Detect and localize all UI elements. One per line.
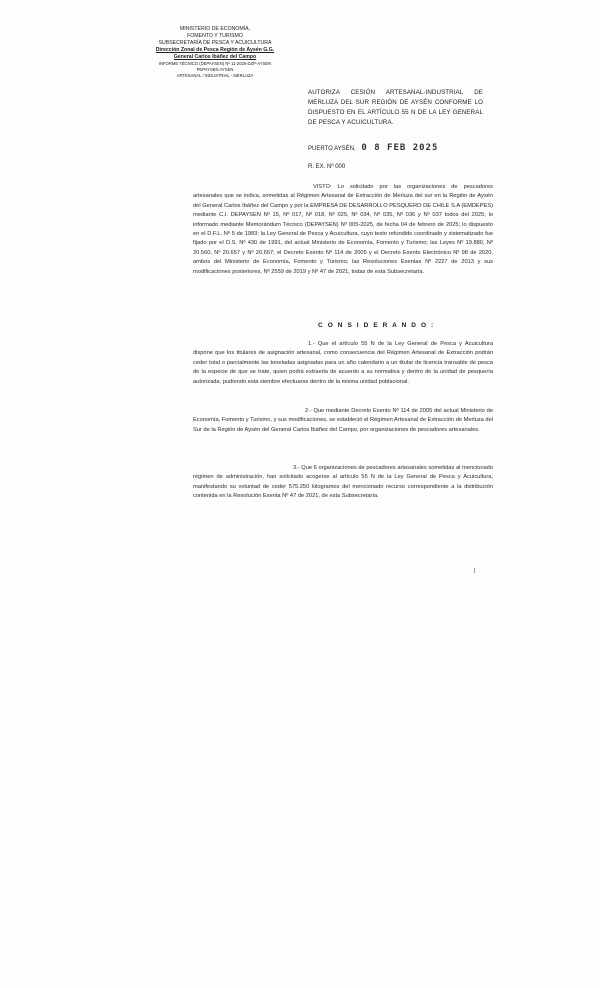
considerando-paragraph-2: 2.- Que mediante Decreto Exento Nº 114 de 2005 del actual Ministerio de Economía, Fomento y Turismo, y sus modificaciones, se estableció el Régimen Artesanal de Extracción de Merluza del Sur de la Región de Aysén del General Carlos Ibáñez del Campo, por organizaciones de pescadores artesanales. [193,408,493,433]
resolution-title: AUTORIZA CESIÓN ARTESANAL-INDUSTRIAL DE MERLUZA DEL SUR REGIÓN DE AYSÉN CONFORME LO DISPUESTO EN EL ARTÍCULO 55 N DE LA LEY GENERAL DE PESCA Y ACUICULTURA. [308,89,483,126]
letterhead-subsecretary: SUBSECRETARÍA DE PESCA Y ACUICULTURA [158,40,272,46]
letterhead-direction: Dirección Zonal de Pesca Región de Aysén G.G. [155,47,275,53]
margin-mark [474,568,478,573]
letterhead [135,26,295,79]
considerando-heading: C O N S I D E R A N D O : [318,322,435,329]
considerando-paragraph-3: 3.- Que 6 organizaciones de pescadores artesanales sometidas al mencionado régimen de administración, han solicitado acogerse al artículo 55 N de la Ley General de Pesca y Acuicultura, manifestando su voluntad de ceder 575.250 kilogramos del mencionado recurso correspondiente a la distribución contenida en la Resolución Exenta Nº 47 de 2021, de esta Subsecretaría. [193,465,493,500]
letterhead-report: INFORME TÉCNICO (DEPAYSEN) Nº 11-2025-DZP-AYSEN [158,61,272,66]
date-label: PUERTO AYSÉN, [308,146,356,152]
visto-paragraph: VISTO: Lo solicitado por las organizaciones de pescadores artesanales que se indica, sometidas al Régimen Artesanal de Extracción de Merluza del sur en la Región de Aysén del General Carlos Ibáñez del Campo y por la EMPRESA DE DESARROLLO PESQUERO DE CHILE S.A (EMDEPES) mediante C.I. DEPAYSEN Nº 15, Nº 017, Nº 018, Nº 025, Nº 034, Nº 035, Nº 036 y Nº 037 todos del 2025; lo informado mediante Memorándum Técnico (DEPAYSEN) Nº 005-2025, de fecha 04 de febrero de 2025; lo dispuesto en el D.F.L. Nº 5 de 1983; la Ley General de Pesca y Acuicultura, cuyo texto refundido coordinado y sistematizado fue fijado por el D.S. Nº 430 de 1991, del actual Ministerio de Economía, Fomento y Turismo; las Leyes Nº 19.880, Nº 20.560, Nº 20.657 y Nº 20.657; el Decreto Exento Nº 114 de 2005 y el Decreto Exento Electrónico Nº 98 de 2020, ambos del Ministerio de Economía, Fomento y Turismo; las Resoluciones Exentas Nº 2227 de 2013 y sus modificaciones posteriores, Nº 2559 de 2019 y Nº 47 de 2021, todas de esta Subsecretaría. [193,184,493,275]
considerando-paragraph-1: 1.- Que el artículo 55 N de la Ley General de Pesca y Acuicultura dispone que los titulares de asignación artesanal, como consecuencia del Régimen Artesanal de Extracción podrán ceder total o parcialmente las toneladas asignadas para un año calendario a un titular de licencia transable de pesca de la especie de que se trate, quien podrá extraerla de acuerdo a su normativa y dentro de la unidad de pesquería autorizada, pudiendo esta siembre efectuarse dentro de la misma unidad poblacional. [193,341,493,385]
date-line [308,143,438,153]
date-stamp: 0 8 FEB 2025 [361,143,439,153]
resolution-number: R. EX. Nº 000 [308,164,346,170]
letterhead-region: General Carlos Ibáñez del Campo [173,54,257,60]
letterhead-subject: ARTESANAL / INDUSTRIAL - MERLUZA [176,73,254,78]
letterhead-ministry: MINISTERIO DE ECONOMÍA, [179,26,251,32]
letterhead-office: PEPAYSEN AYSEN [196,67,234,72]
letterhead-ministry-sub: FOMENTO Y TURISMO [187,33,243,39]
